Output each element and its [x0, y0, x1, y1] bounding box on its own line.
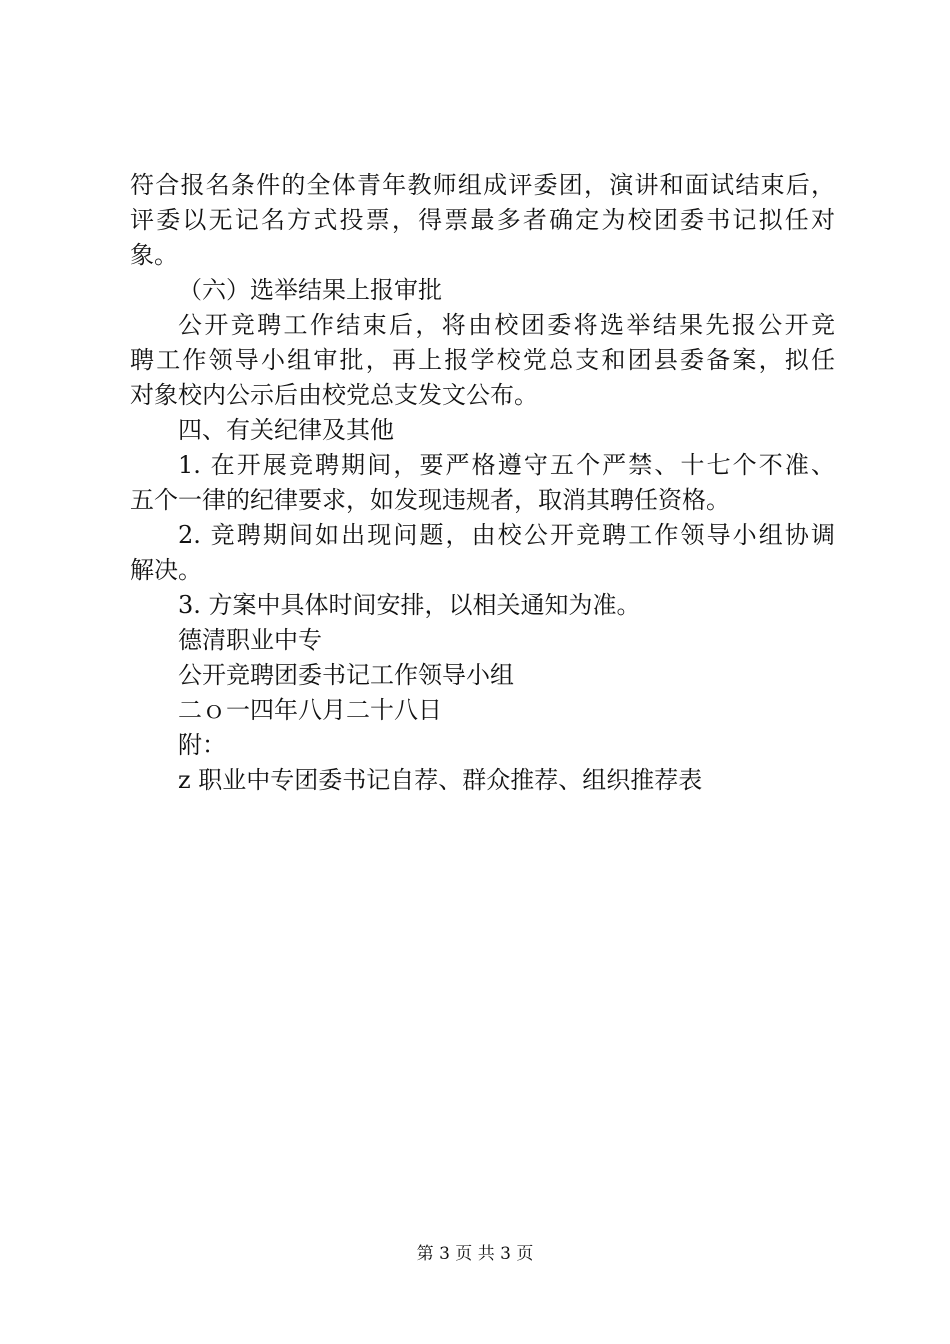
section-heading: 四、有关纪律及其他: [178, 416, 394, 444]
list-item-line: 3. 方案中具体时间安排，以相关通知为准。: [178, 591, 641, 619]
paragraph-line: 聘工作领导小组审批，再上报学校党总支和团县委备案，拟任: [130, 346, 835, 374]
list-item-line: 2. 竞聘期间如出现问题，由校公开竞聘工作领导小组协调: [178, 521, 835, 549]
paragraph-line: 符合报名条件的全体青年教师组成评委团，演讲和面试结束后，: [130, 171, 835, 199]
signature-organization: 德清职业中专: [178, 626, 322, 654]
document-body: [130, 168, 835, 798]
attachment-label: 附：: [178, 731, 226, 759]
paragraph-line: 评委以无记名方式投票，得票最多者确定为校团委书记拟任对: [130, 206, 835, 234]
signature-date: 二ｏ一四年八月二十八日: [178, 696, 442, 724]
paragraph-line: 公开竞聘工作结束后，将由校团委将选举结果先报公开竞: [178, 311, 835, 339]
paragraph-line: 象。: [130, 241, 178, 269]
list-item-line: 1. 在开展竞聘期间，要严格遵守五个严禁、十七个不准、: [178, 451, 835, 479]
list-item-line: 解决。: [130, 556, 202, 584]
attachment-title: z 职业中专团委书记自荐、群众推荐、组织推荐表: [178, 766, 703, 794]
section-heading: （六）选举结果上报审批: [178, 276, 442, 304]
paragraph-line: 对象校内公示后由校党总支发文公布。: [130, 381, 538, 409]
signature-group: 公开竞聘团委书记工作领导小组: [178, 661, 514, 689]
page-number-footer: 第 3 页 共 3 页: [416, 1244, 534, 1264]
list-item-line: 五个一律的纪律要求，如发现违规者，取消其聘任资格。: [130, 486, 730, 514]
